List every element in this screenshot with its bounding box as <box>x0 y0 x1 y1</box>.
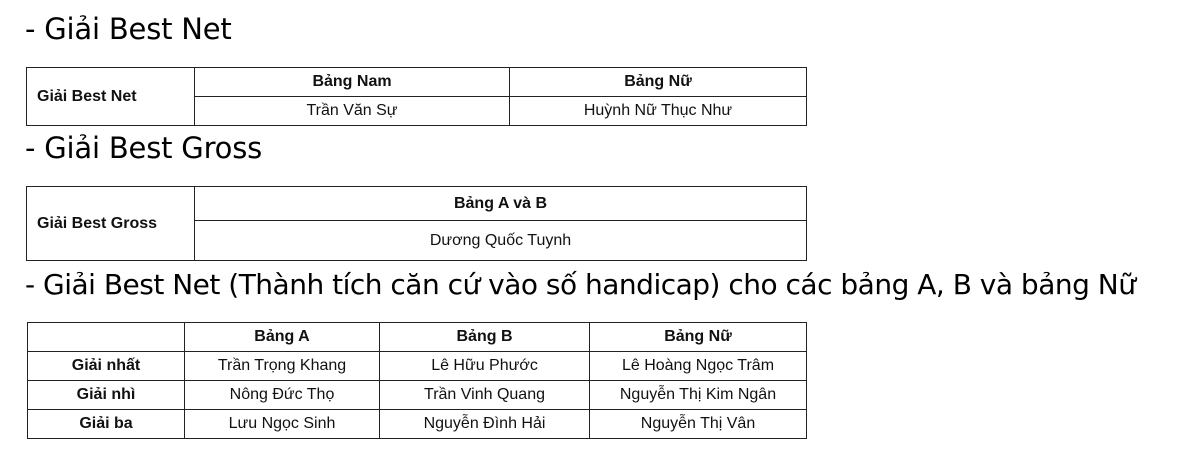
best-net-heading: - Giải Best Net <box>25 12 232 46</box>
best-gross-heading: - Giải Best Gross <box>25 131 263 165</box>
table-row <box>28 352 807 381</box>
table-cell: Lưu Ngọc Sinh <box>185 410 380 439</box>
table-cell: Trần Trọng Khang <box>185 352 380 381</box>
best-gross-row-label: Giải Best Gross <box>27 187 195 261</box>
table-cell: Nông Đức Thọ <box>185 381 380 410</box>
table-row <box>28 410 807 439</box>
row-label: Giải ba <box>28 410 185 439</box>
best-gross-col-ab: Bảng A và B <box>195 187 807 221</box>
best-gross-winner: Dương Quốc Tuynh <box>195 221 807 261</box>
table-cell: Nguyễn Đình Hải <box>380 410 590 439</box>
table-cell: Lê Hoàng Ngọc Trâm <box>590 352 807 381</box>
best-net-handicap-table <box>27 322 807 439</box>
best-net-row-label: Giải Best Net <box>27 68 195 126</box>
header-cell-bang-nu: Bảng Nữ <box>590 323 807 352</box>
table-cell: Nguyễn Thị Vân <box>590 410 807 439</box>
table-header-row <box>28 323 807 352</box>
header-cell-bang-a: Bảng A <box>185 323 380 352</box>
best-net-winner-nam: Trần Văn Sự <box>195 97 510 126</box>
best-net-winner-nu: Huỳnh Nữ Thục Như <box>510 97 807 126</box>
table-cell: Nguyễn Thị Kim Ngân <box>590 381 807 410</box>
table-row <box>28 381 807 410</box>
best-gross-table <box>26 186 807 261</box>
row-label: Giải nhì <box>28 381 185 410</box>
table-cell: Lê Hữu Phước <box>380 352 590 381</box>
header-cell-bang-b: Bảng B <box>380 323 590 352</box>
row-label: Giải nhất <box>28 352 185 381</box>
table-cell: Trần Vinh Quang <box>380 381 590 410</box>
best-net-col-nam: Bảng Nam <box>195 68 510 97</box>
best-net-table <box>26 67 807 126</box>
best-net-handicap-heading: - Giải Best Net (Thành tích căn cứ vào số handicap) cho các bảng A, B và bảng Nữ <box>25 268 1136 301</box>
header-cell-empty <box>28 323 185 352</box>
best-net-col-nu: Bảng Nữ <box>510 68 807 97</box>
